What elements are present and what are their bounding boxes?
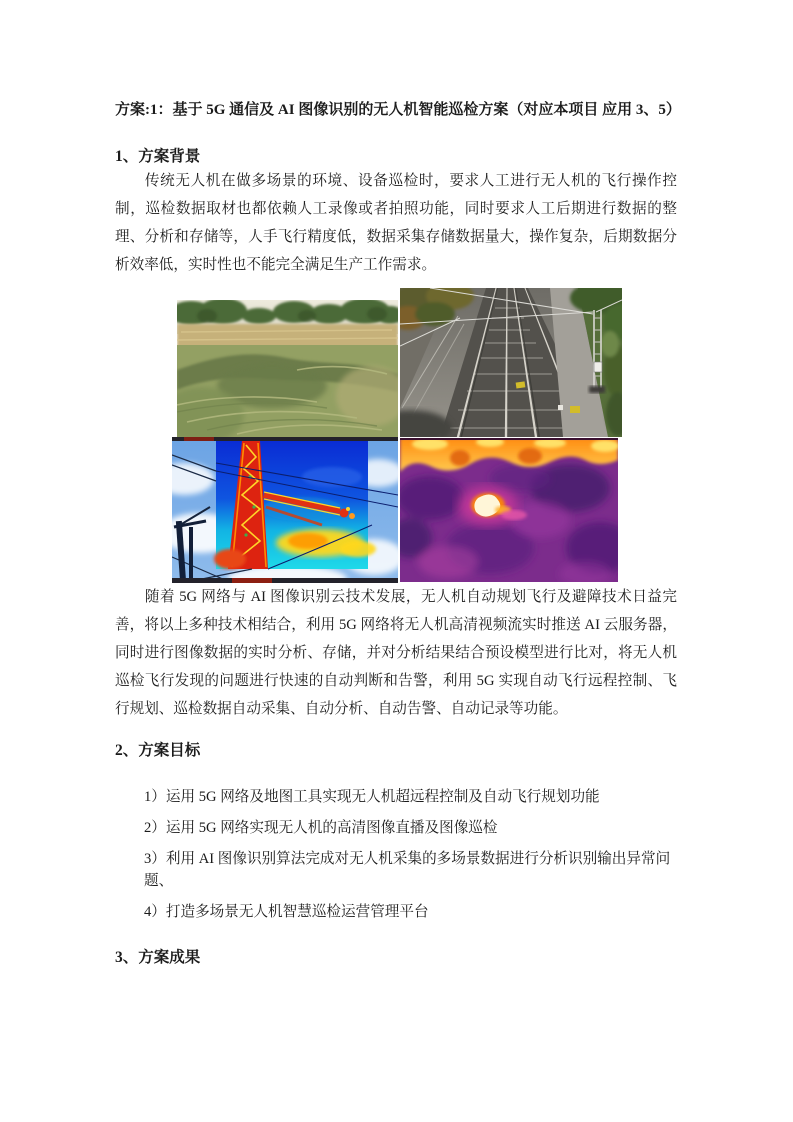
section-heading-goals: 2、方案目标 [115, 742, 201, 759]
goal-list [115, 786, 677, 923]
figure-photo-grid [172, 288, 622, 583]
thermal-fire-photo [400, 438, 618, 582]
goal-list-item: 2）运用 5G 网络实现无人机的高清图像直播及图像巡检 [144, 820, 498, 836]
section-heading-background: 1、方案背景 [115, 148, 201, 165]
goal-list-item: 1）运用 5G 网络及地图工具实现无人机超远程控制及自动飞行规划功能 [144, 789, 600, 805]
goal-list-item: 4）打造多场景无人机智慧巡检运营管理平台 [144, 904, 429, 920]
railway-track-photo [400, 288, 622, 437]
goal-list-item: 3）利用 AI 图像识别算法完成对无人机采集的多场景数据进行分析识别输出异常问题、 [144, 851, 671, 889]
background-paragraph-2: 随着 5G 网络与 AI 图像识别云技术发展，无人机自动规划飞行及避障技术日益完善，将以上多种技术相结合，利用 5G 网络将无人机高清视频流实时推送 AI 云服务器，同时进行图像数据的实时分析、存储，并对分析结果结合预设模型进行比对，将无人机巡检飞行发现的问题进行快速的自动判断和告警，利用 5G 实现自动飞行远程控制、飞行规划、巡检数据自动采集、自动分析、自动告警、自动记录等功能。 [115, 589, 677, 717]
background-paragraph-1: 传统无人机在做多场景的环境、设备巡检时，要求人工进行无人机的飞行操作控制，巡检数据取材也都依赖人工录像或者拍照功能，同时要求人工后期进行数据的整理、分析和存储等，人手飞行精度低，数据采集存储数据量大，操作复杂，后期数据分析效率低，实时性也不能完全满足生产工作需求。 [115, 173, 677, 273]
crop-field-photo [177, 300, 398, 437]
document-title: 方案:1：基于 5G 通信及 AI 图像识别的无人机智能巡检方案（对应本项目 应用 3、5） [115, 102, 681, 118]
section-heading-results: 3、方案成果 [115, 949, 201, 966]
thermal-power-tower-photo [172, 437, 398, 583]
document-page [115, 100, 681, 968]
